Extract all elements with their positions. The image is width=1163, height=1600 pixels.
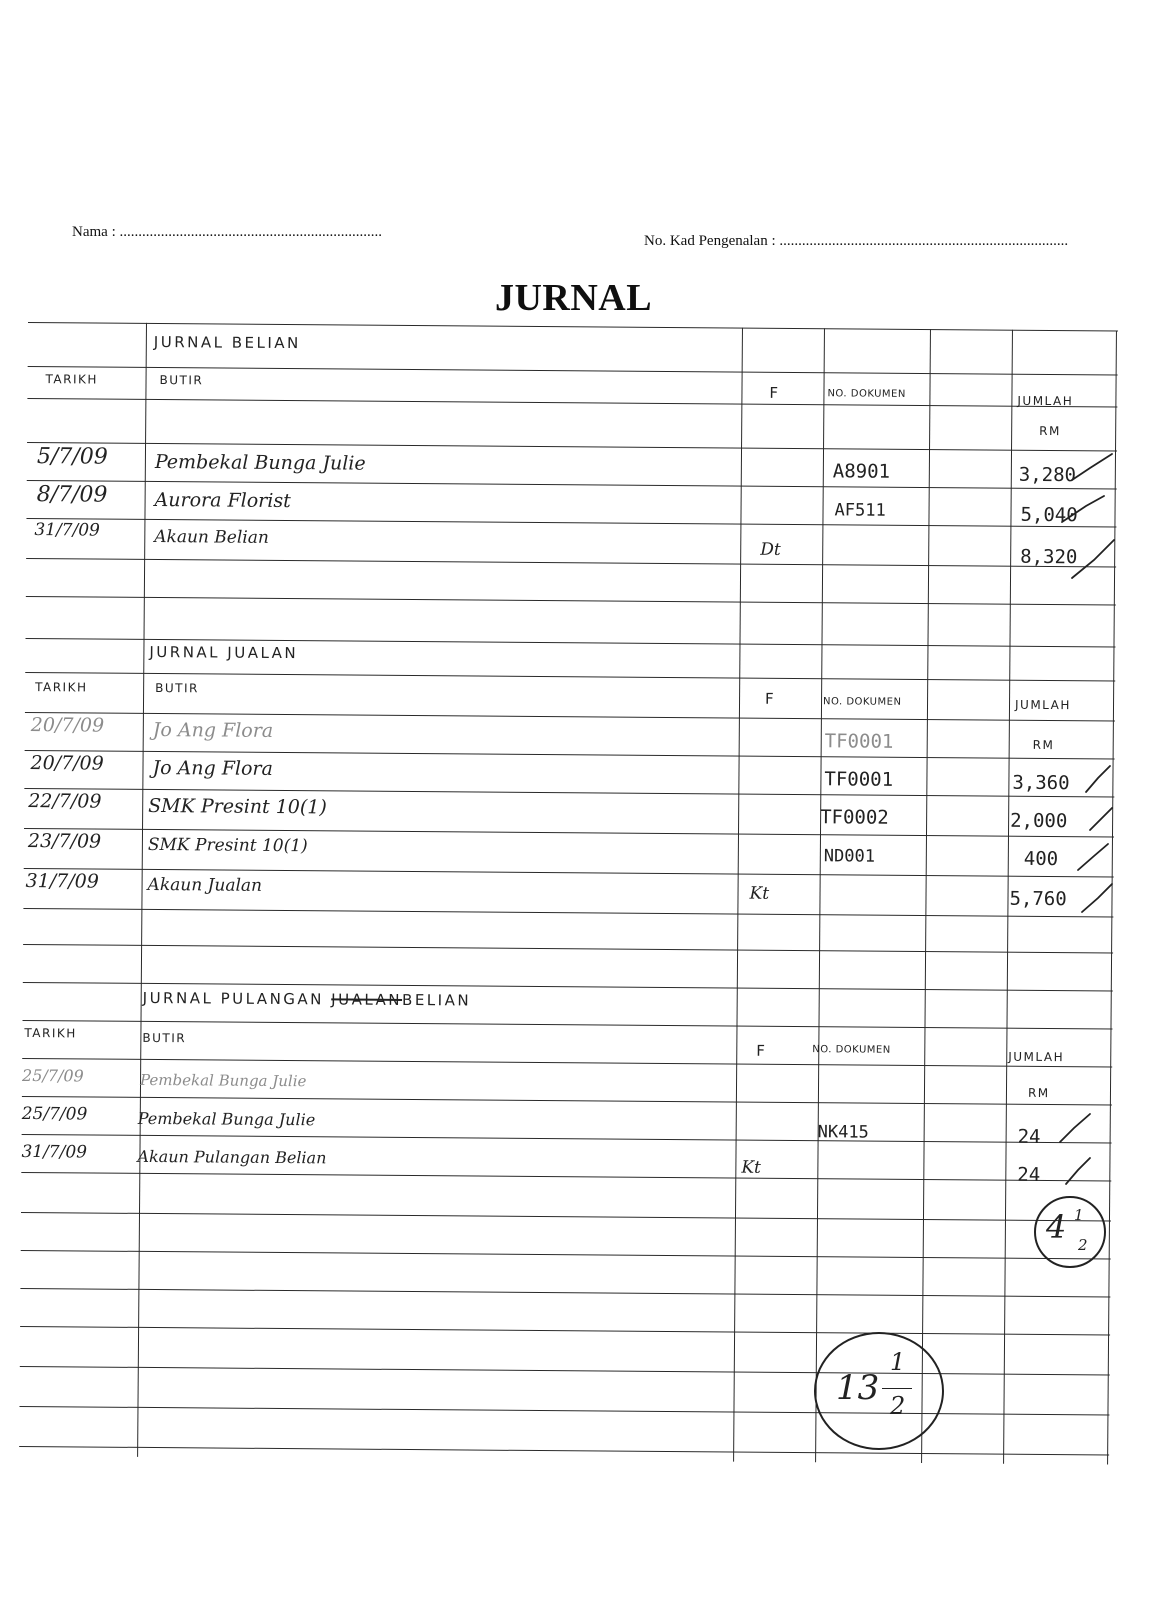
pulangan-col-folio: F [756, 1041, 768, 1060]
belian-col-tarikh: TARIKH [45, 372, 98, 387]
jualan-row-5-folio: Kt [749, 883, 770, 904]
belian-col-dokumen: NO. DOKUMEN [827, 388, 906, 400]
jualan-row-2-butir: Jo Ang Flora [152, 756, 273, 780]
jualan-row-3-tarikh: 22/7/09 [28, 790, 102, 813]
ic-dotted-line: ............................................................................. [779, 233, 1069, 249]
belian-row-3-folio: Dt [760, 539, 781, 560]
jualan-col-butir: BUTIR [155, 681, 199, 696]
jualan-col-jumlah: JUMLAH [1014, 697, 1071, 713]
jualan-col-tarikh: TARIKH [35, 680, 88, 695]
pulangan-row-2-jumlah: 24 [1017, 1125, 1041, 1148]
pulangan-row-2-tarikh: 25/7/09 [21, 1103, 88, 1125]
section-score-whole: 4 [1046, 1208, 1067, 1246]
belian-row-2-dokumen: AF511 [834, 500, 886, 521]
belian-row-1-butir: Pembekal Bunga Julie [154, 451, 366, 475]
jualan-col-rm: RM [1032, 737, 1055, 753]
total-score-num: 1 [890, 1348, 906, 1376]
total-score-den: 2 [890, 1392, 906, 1420]
jualan-row-4-dokumen: ND001 [823, 846, 876, 867]
jualan-row-4-butir: SMK Presint 10(1) [147, 834, 308, 857]
ic-field [644, 233, 1068, 250]
section-score-den: 2 [1078, 1236, 1088, 1254]
name-field [72, 224, 382, 241]
section-score-circle [1034, 1196, 1106, 1268]
belian-col-butir: BUTIR [159, 373, 204, 388]
pulangan-row-2-butir: Pembekal Bunga Julie [137, 1108, 316, 1130]
name-dotted-line: ...................................................................... [119, 224, 382, 240]
jualan-row-2-dokumen: TF0001 [824, 768, 894, 791]
jualan-row-4-jumlah: 400 [1023, 847, 1059, 871]
jualan-row-5-jumlah: 5,760 [1009, 887, 1067, 911]
belian-row-3-jumlah: 8,320 [1020, 545, 1078, 569]
jualan-row-3-jumlah: 2,000 [1010, 809, 1068, 833]
jualan-heading: JURNAL JUALAN [149, 642, 299, 663]
total-score-fraction-bar [882, 1388, 912, 1389]
belian-col-folio: F [769, 383, 781, 402]
page-title: JURNAL [494, 277, 653, 319]
ic-label: No. Kad Pengenalan : [644, 233, 776, 249]
pulangan-row-3-folio: Kt [741, 1157, 762, 1178]
pulangan-col-jumlah: JUMLAH [1008, 1049, 1065, 1065]
belian-col-jumlah: JUMLAH [1017, 393, 1074, 409]
pulangan-heading-struck: JUALAN [331, 990, 403, 1009]
belian-row-2-jumlah: 5,040 [1020, 503, 1078, 527]
jualan-row-5-butir: Akaun Jualan [147, 874, 263, 896]
belian-row-2-butir: Aurora Florist [154, 489, 291, 513]
pulangan-col-tarikh: TARIKH [24, 1025, 77, 1041]
jualan-row-5-tarikh: 31/7/09 [25, 869, 99, 893]
jualan-col-dokumen: NO. DOKUMEN [822, 696, 902, 708]
journal-sheet [19, 322, 1118, 1465]
pulangan-row-3-jumlah: 24 [1017, 1163, 1041, 1186]
pulangan-col-rm: RM [1027, 1085, 1050, 1101]
belian-heading: JURNAL BELIAN [153, 332, 301, 353]
belian-row-3-tarikh: 31/7/09 [34, 520, 100, 541]
belian-row-1-jumlah: 3,280 [1018, 463, 1077, 487]
pulangan-heading-prefix: JURNAL PULANGAN [142, 988, 325, 1009]
section-score-num: 1 [1074, 1206, 1084, 1224]
belian-row-1-dokumen: A8901 [832, 460, 891, 483]
jualan-row-2-tarikh: 20/7/09 [30, 752, 104, 775]
jualan-row-1-tarikh: 20/7/09 [30, 714, 105, 737]
jualan-row-1-butir: Jo Ang Flora [152, 718, 274, 742]
pulangan-heading [143, 989, 472, 1010]
belian-row-3-butir: Akaun Belian [154, 526, 269, 548]
pulangan-heading-suffix: BELIAN [402, 990, 472, 1010]
jualan-row-3-butir: SMK Presint 10(1) [148, 794, 327, 819]
pulangan-row-2-dokumen: NK415 [817, 1122, 869, 1143]
pulangan-col-dokumen: NO. DOKUMEN [812, 1044, 891, 1056]
pulangan-row-3-butir: Akaun Pulangan Belian [137, 1146, 327, 1168]
total-score-whole: 13 [836, 1368, 880, 1408]
pulangan-row-1-butir: Pembekal Bunga Julie [139, 1070, 307, 1091]
jualan-row-3-dokumen: TF0002 [820, 806, 889, 829]
pulangan-row-3-tarikh: 31/7/09 [21, 1141, 88, 1163]
pulangan-row-1-tarikh: 25/7/09 [22, 1065, 84, 1086]
belian-row-2-tarikh: 8/7/09 [36, 482, 108, 508]
jualan-row-4-tarikh: 23/7/09 [27, 830, 102, 853]
name-label: Nama : [72, 224, 116, 240]
belian-col-rm: RM [1039, 423, 1061, 439]
belian-row-1-tarikh: 5/7/09 [36, 444, 108, 470]
jualan-row-1-dokumen: TF0001 [824, 730, 894, 753]
pulangan-col-butir: BUTIR [142, 1030, 187, 1046]
jualan-col-folio: F [764, 689, 777, 708]
jualan-row-2-jumlah: 3,360 [1012, 771, 1070, 795]
